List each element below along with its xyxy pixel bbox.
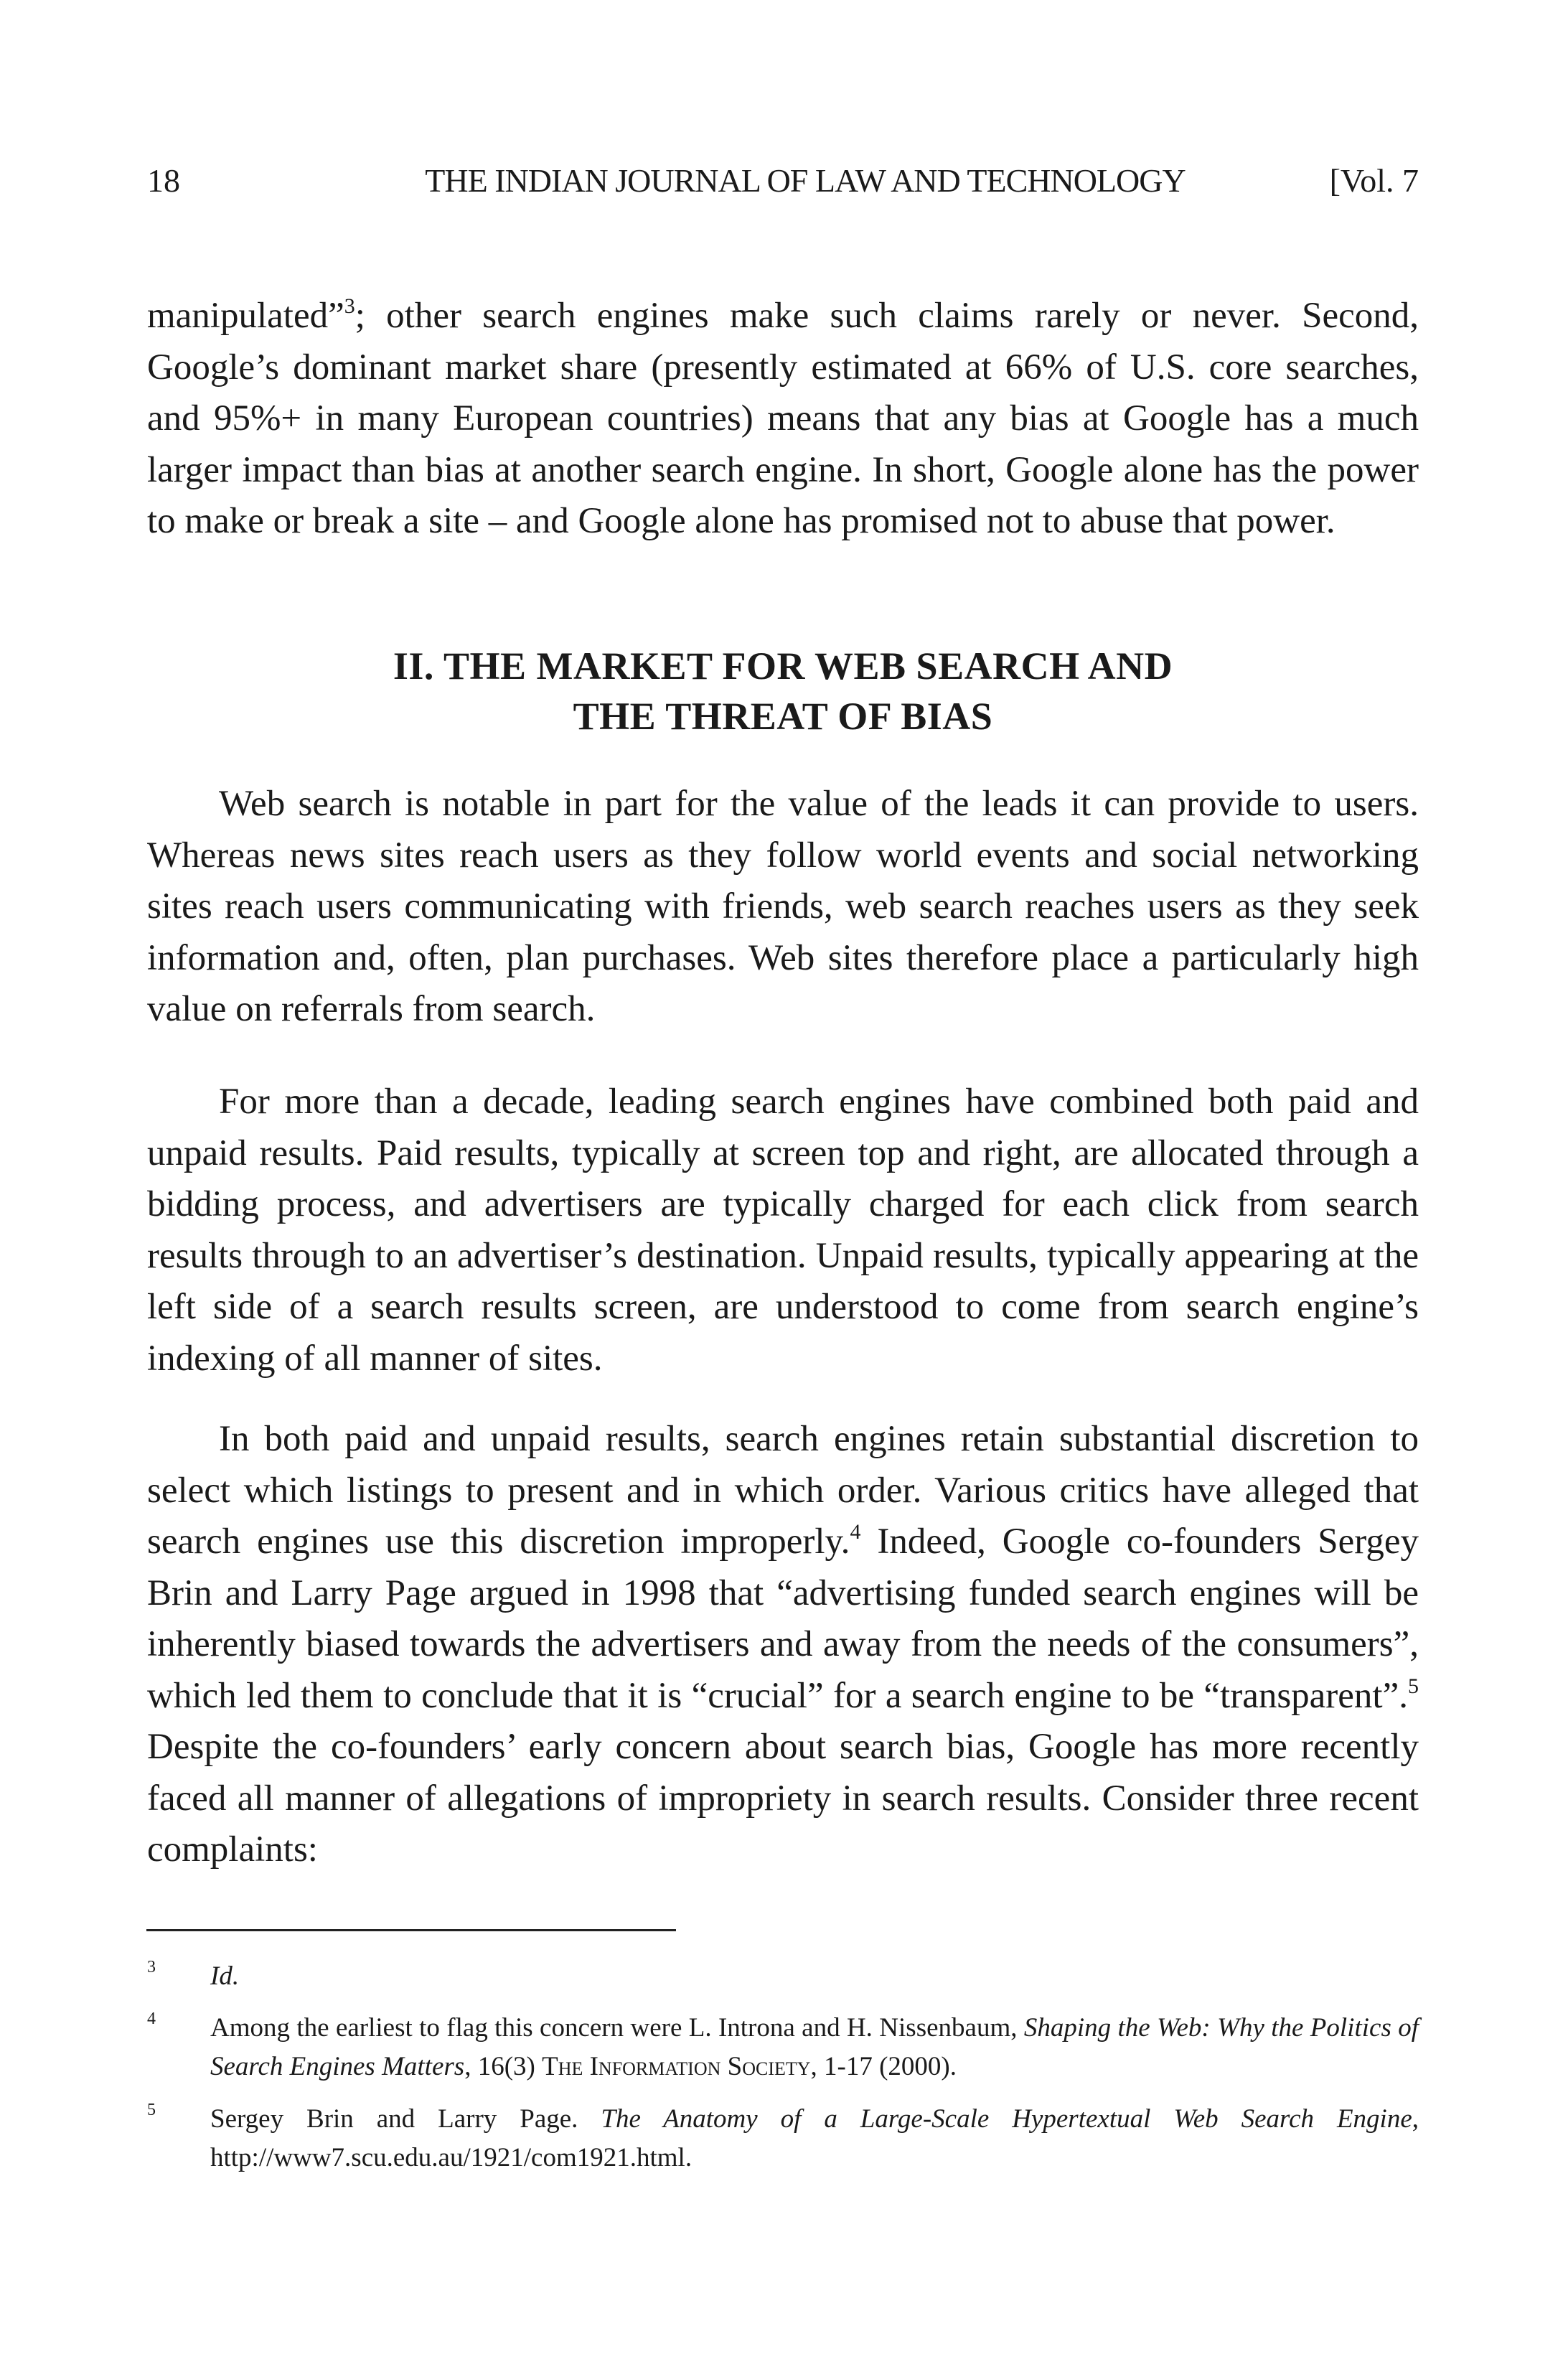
paragraph-text: For more than a decade, leading search engines have combined both paid and unpaid results. Paid results, typically at screen top and right, are allocated through a bidding process, and advertisers are typically charged for each click from search results through to an advertiser’s destination. Unpaid results, typically appearing at the left side of a search results screen, are understood to come from search engine’s indexing of all manner of sites. — [147, 1082, 1419, 1379]
footnote-text — [210, 2100, 1419, 2177]
footnote-reference[interactable]: 5 — [1408, 1674, 1419, 1698]
footnote-segment: , http://www7.scu.edu.au/1921/com1921.html. — [210, 2104, 1419, 2172]
footnote-reference[interactable]: 3 — [344, 294, 355, 318]
paragraph-4 — [147, 1414, 1419, 1876]
journal-title: THE INDIAN JOURNAL OF LAW AND TECHNOLOGY — [425, 162, 1186, 199]
section-heading — [147, 641, 1419, 741]
section-heading-line-2: THE THREAT OF BIAS — [573, 695, 993, 738]
footnote-segment: , 16(3) — [464, 2052, 543, 2081]
footnote-segment: , 1-17 (2000). — [810, 2052, 957, 2081]
footnote-text — [210, 1957, 1419, 1996]
footnote-marker: 5 — [147, 2101, 156, 2119]
paragraph-3 — [147, 1077, 1419, 1384]
paragraph-1 — [147, 291, 1419, 548]
page-number: 18 — [147, 162, 180, 199]
footnote-reference[interactable]: 4 — [850, 1520, 861, 1544]
paragraph-text: In both paid and unpaid results, search engines retain substantial discretion to select which listings to present and in which order. Various critics have alleged that search engines use this discretion improperly. — [147, 1419, 1419, 1562]
paragraph-2 — [147, 779, 1419, 1036]
paragraph-text: Web search is notable in part for the value of the leads it can provide to users. Whereas news sites reach users as they follow world events and social networking sites reach users communicating with friends, web search reaches users as they seek information and, often, plan purchases. Web sites therefore place a particularly high value on referrals from search. — [147, 784, 1419, 1029]
footnote-marker: 3 — [147, 1958, 156, 1976]
footnote-segment: Among the earliest to flag this concern were L. Introna and H. Nissenbaum, — [210, 2013, 1024, 2043]
footnote-marker: 4 — [147, 2010, 156, 2028]
paragraph-text: Indeed, Google co-founders Sergey Brin and Larry Page argued in 1998 that “advertising funded search engines will be inherently biased towards the advertisers and away from the needs of the consumers”, which led them to conclude that it is “crucial” for a search engine to be “transparent”. — [147, 1521, 1419, 1716]
section-heading-line-1: II. THE MARKET FOR WEB SEARCH AND — [393, 644, 1173, 688]
footnote-separator — [146, 1929, 676, 1931]
paragraph-text: Despite the co-founders’ early concern about search bias, Google has more recently faced all manner of allegations of impropriety in search results. Consider three recent complaints: — [147, 1727, 1419, 1870]
paragraph-text: manipulated” — [147, 296, 344, 336]
running-head — [147, 159, 1419, 202]
citation-title: The Anatomy of a Large-Scale Hypertextual Web Search Engine — [601, 2104, 1412, 2134]
footnote-text — [210, 2009, 1419, 2086]
citation-title: Shaping the Web: Why the Politics of Search Engines Matters — [210, 2013, 1419, 2081]
volume-label: [Vol. 7 — [1329, 162, 1419, 199]
journal-name: The Information Society — [542, 2052, 811, 2081]
citation-title: Id. — [210, 1961, 240, 1991]
paragraph-text: ; other search engines make such claims rarely or never. Second, Google’s dominant market share (presently estimated at 66% of U.S. core searches, and 95%+ in many European countries) means that any bias at Google has a much larger impact than bias at another search engine. In short, Google alone has the power to make or break a site – and Google alone has promised not to abuse that power. — [147, 296, 1419, 541]
footnote-segment: Sergey Brin and Larry Page. — [210, 2104, 601, 2134]
